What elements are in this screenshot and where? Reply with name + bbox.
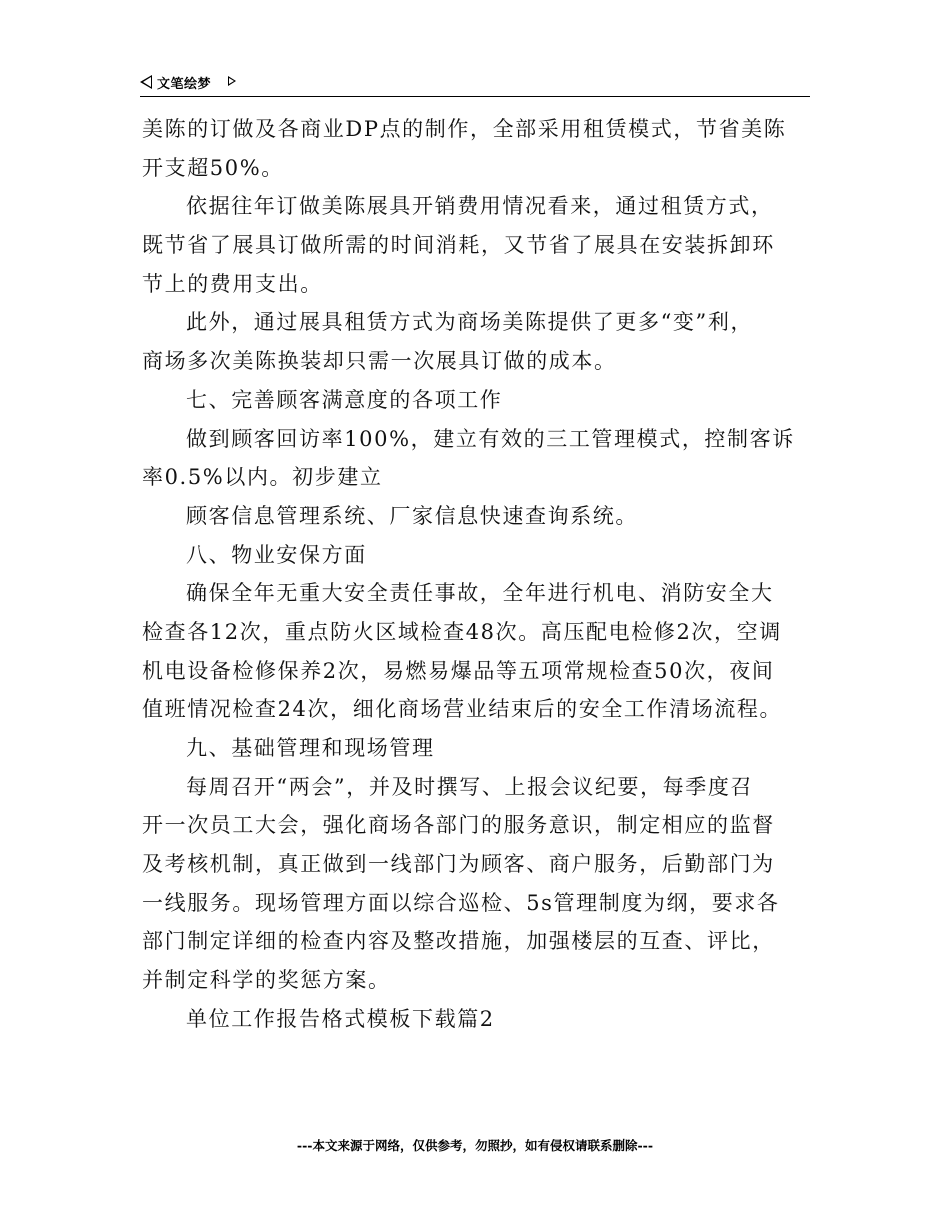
page-header (140, 72, 810, 97)
text-line: 及考核机制，真正做到一线部门为顾客、商户服务，后勤部门为 (142, 852, 775, 877)
text-line: 节上的费用支出。 (142, 271, 323, 296)
text-line: 值班情况检查24次，细化商场营业结束后的安全工作清场流程。 (142, 697, 783, 722)
text-line: 一线服务。现场管理方面以综合巡检、5s管理制度为纲，要求各 (142, 890, 780, 915)
text-line: 七、完善顾客满意度的各项工作 (186, 387, 503, 412)
text-line: 美陈的订做及各商业DP点的制作，全部采用租赁模式，节省美陈 (142, 117, 787, 141)
text-line: 九、基础管理和现场管理 (186, 736, 435, 760)
text-line: 开支超50%。 (142, 155, 284, 180)
document-body (142, 110, 814, 1039)
text-line: 机电设备检修保养2次，易燃易爆品等五项常规检查50次，夜间 (142, 658, 775, 683)
text-line: 开一次员工大会，强化商场各部门的服务意识，制定相应的监督 (142, 813, 775, 838)
header-brand: 文笔绘梦 (157, 77, 212, 92)
page-footer: ---本文来源于网络，仅供参考，勿照抄，如有侵权请联系删除--- (296, 1138, 654, 1153)
text-line: 单位工作报告格式模板下载篇2 (186, 1006, 495, 1031)
text-line: 顾客信息管理系统、厂家信息快速查询系统。 (186, 503, 638, 528)
text-line: 检查各12次，重点防火区域检查48次。高压配电检修2次，空调 (142, 619, 782, 644)
text-line: 确保全年无重大安全责任事故，全年进行机电、消防安全大 (186, 581, 774, 606)
triangle-left-icon (140, 75, 152, 89)
text-line: 八、物业安保方面 (186, 542, 367, 567)
text-line: 依据往年订做美陈展具开销费用情况看来，通过租赁方式， (186, 194, 774, 219)
text-line: 率0.5%以内。初步建立 (142, 465, 383, 490)
text-line: 做到顾客回访率100%，建立有效的三工管理模式，控制客诉 (186, 426, 795, 451)
text-line: 部门制定详细的检查内容及整改措施，加强楼层的互查、评比， (142, 929, 775, 954)
text-line: 此外，通过展具租赁方式为商场美陈提供了更多“变”利， (186, 310, 754, 335)
text-line: 并制定科学的奖惩方案。 (142, 968, 391, 993)
triangle-right-icon (228, 76, 236, 86)
text-line: 商场多次美陈换装却只需一次展具订做的成本。 (142, 349, 617, 374)
text-line: 每周召开“两会”，并及时撰写、上报会议纪要，每季度召 (186, 774, 754, 799)
text-line: 既节省了展具订做所需的时间消耗，又节省了展具在安装拆卸环 (142, 233, 775, 258)
